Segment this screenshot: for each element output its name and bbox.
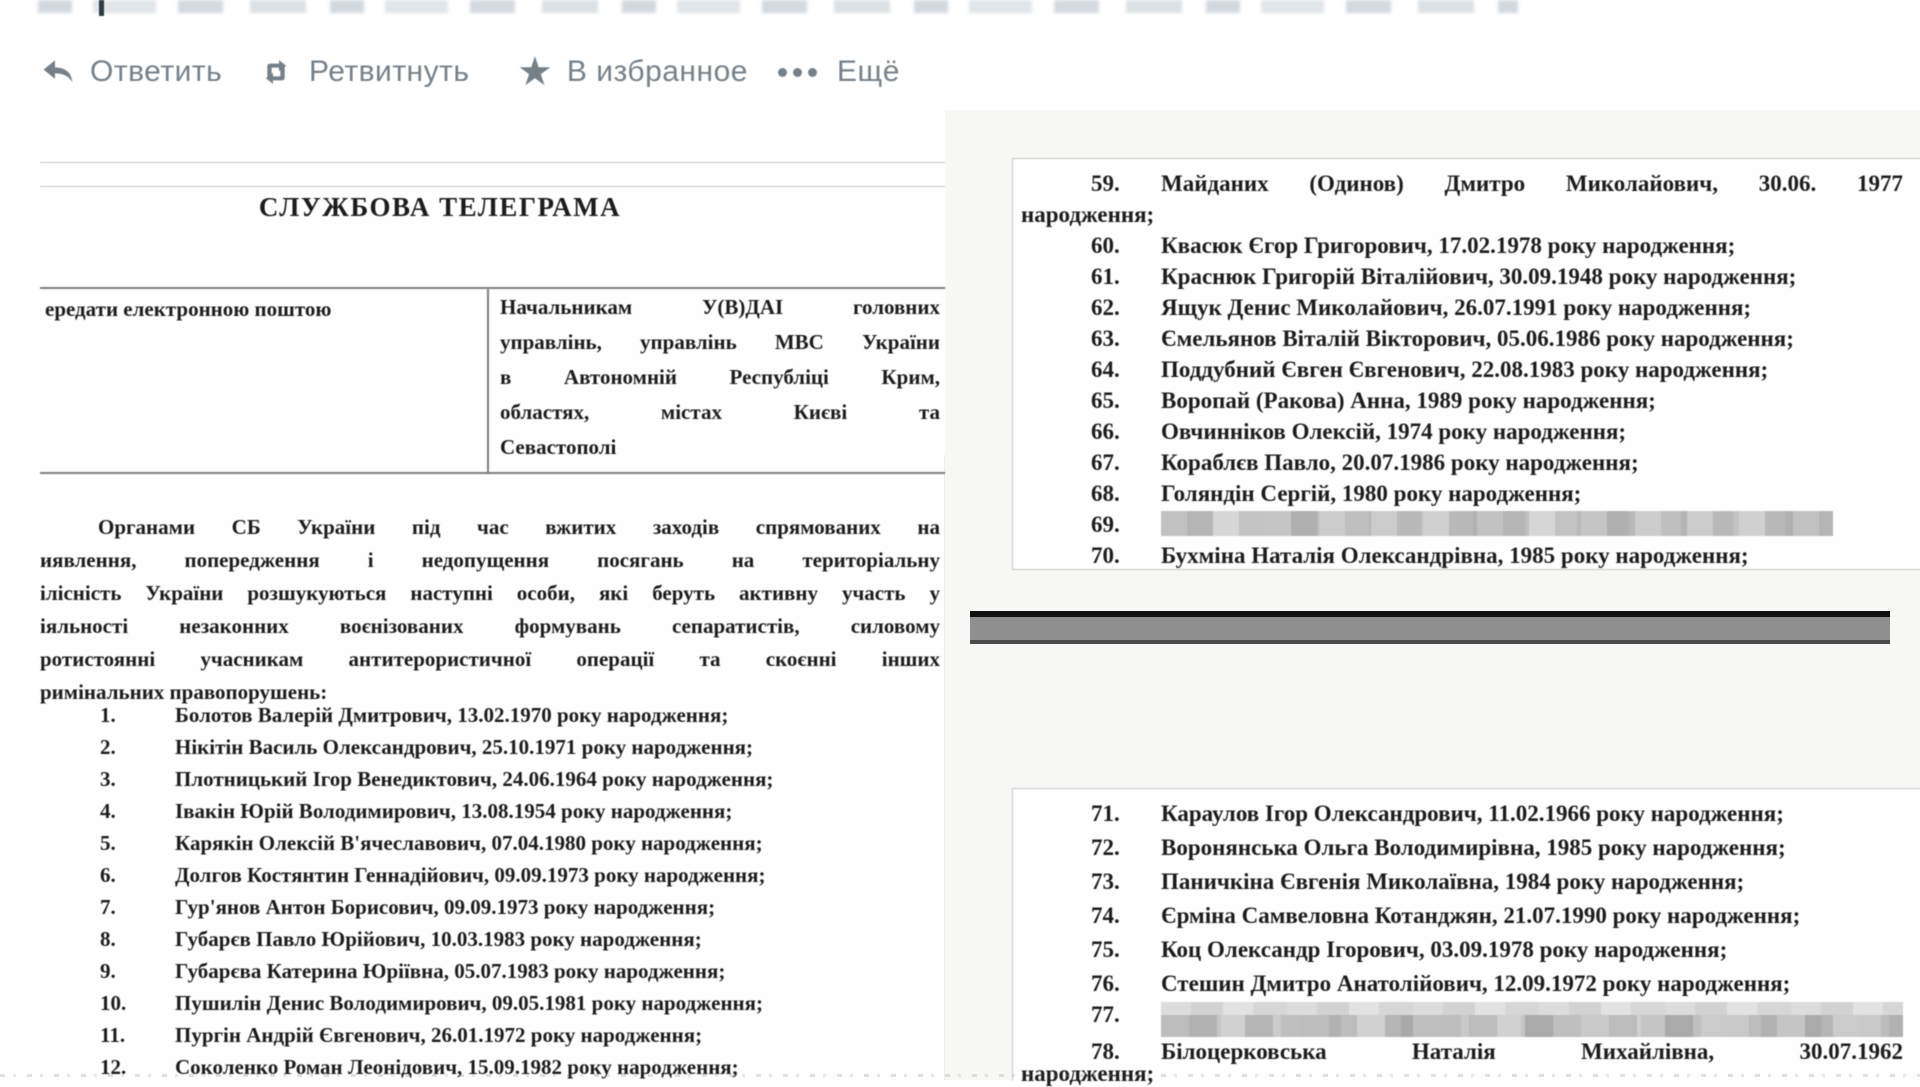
list-item: [1091, 419, 1903, 445]
list-number: 63.: [1091, 326, 1120, 351]
list-item: [1091, 481, 1903, 507]
list-text-wrap: народження;: [1021, 1061, 1155, 1086]
list-item: [100, 1023, 945, 1048]
list-item: [1091, 295, 1903, 321]
list-text: Губарєв Павло Юрійович, 10.03.1983 року народження;: [175, 927, 702, 951]
delivery-method-cell: ередати електронною поштою: [45, 297, 332, 321]
more-icon: [778, 68, 823, 77]
list-text: Голяндін Сергій, 1980 року народження;: [1161, 481, 1582, 506]
list-text: Соколенко Роман Леонідович, 15.09.1982 року народження;: [175, 1055, 739, 1079]
list-text: Овчинніков Олексій, 1974 року народження;: [1161, 419, 1627, 444]
list-number: 6.: [100, 863, 116, 887]
list-item: [1091, 233, 1903, 259]
list-number: 65.: [1091, 388, 1120, 413]
list-number: 1.: [100, 703, 116, 727]
list-number: 5.: [100, 831, 116, 855]
list-item-redacted: [1091, 512, 1903, 538]
more-button[interactable]: [778, 42, 900, 102]
list-item: [1091, 971, 1903, 997]
scanned-page-1: [40, 120, 945, 1080]
reply-icon: [40, 54, 76, 90]
list-item: [1091, 388, 1903, 414]
list-text: Єрміна Самвеловна Котанджян, 21.07.1990 року народження;: [1161, 903, 1801, 928]
list-text: Болотов Валерій Дмитрович, 13.02.1970 року народження;: [175, 703, 729, 727]
list-item: [100, 831, 945, 856]
list-number: 2.: [100, 735, 116, 759]
list-number: 62.: [1091, 295, 1120, 320]
scan-divider-bar: [970, 611, 1890, 646]
list-item-redacted: [1091, 1002, 1903, 1037]
list-text: Кораблєв Павло, 20.07.1986 року народження;: [1161, 450, 1639, 475]
list-text: Пушилін Денис Володимирович, 09.05.1981 року народження;: [175, 991, 763, 1015]
favorite-button[interactable]: [517, 42, 748, 102]
redaction-bar: [1161, 1002, 1903, 1037]
list-text: Карякін Олексій В'ячеславович, 07.04.1980 року народження;: [175, 831, 763, 855]
cropped-text-artifact: [99, 0, 104, 16]
list-number: 78.: [1091, 1039, 1120, 1064]
list-number: 59.: [1091, 171, 1120, 196]
list-number: 69.: [1091, 512, 1120, 537]
list-item: [1091, 937, 1903, 963]
scanned-list-71-78: [1012, 788, 1920, 1086]
list-text: Паничкіна Євгенія Миколаївна, 1984 року народження;: [1161, 869, 1745, 894]
list-text: Білоцерковська Наталія Михайлівна, 30.07.1962: [1161, 1039, 1903, 1064]
retweet-button[interactable]: [257, 42, 470, 102]
list-item: [1091, 801, 1903, 827]
list-item: [100, 767, 945, 792]
paragraph-line: іяльності незаконних воєнізованих формувань сепаратистів, силовому: [40, 614, 940, 638]
list-text: Долгов Костянтин Геннадійович, 09.09.1973 року народження;: [175, 863, 766, 887]
list-number: 67.: [1091, 450, 1120, 475]
list-item: [1091, 450, 1903, 476]
list-text: Стешин Дмитро Анатолійович, 12.09.1972 року народження;: [1161, 971, 1791, 996]
list-text: Караулов Ігор Олександрович, 11.02.1966 року народження;: [1161, 801, 1784, 826]
list-number: 66.: [1091, 419, 1120, 444]
list-number: 70.: [1091, 543, 1120, 568]
list-text: Воронянська Ольга Володимирівна, 1985 року народження;: [1161, 835, 1786, 860]
list-text: Пургін Андрій Євгенович, 26.01.1972 року народження;: [175, 1023, 703, 1047]
paragraph-line: ілісність України розшукуються наступні особи, які беруть активну участь у: [40, 581, 940, 605]
recipient-line: управлінь, управлінь МВС України: [500, 330, 940, 354]
list-number: 64.: [1091, 357, 1120, 382]
list-item: [1091, 264, 1903, 290]
reply-button[interactable]: [40, 42, 222, 102]
scan-edge-noise: [0, 1074, 1920, 1077]
recipient-line: в Автономній Республіці Крим,: [500, 365, 940, 389]
tweet-action-bar: [0, 42, 1920, 102]
list-text-wrap: народження;: [1021, 202, 1155, 227]
list-item: [1091, 326, 1903, 352]
paragraph-line: ротистоянні учасникам антитерористичної операції та скоєнні інших: [40, 647, 940, 671]
list-item: [1091, 543, 1903, 569]
table-divider: [487, 289, 489, 472]
list-number: 73.: [1091, 869, 1120, 894]
list-number: 77.: [1091, 1002, 1120, 1027]
list-number: 72.: [1091, 835, 1120, 860]
redaction-bar: [1161, 511, 1833, 536]
list-text: Ємельянов Віталій Вікторович, 05.06.1986 року народження;: [1161, 326, 1794, 351]
list-number: 12.: [100, 1055, 127, 1079]
paragraph-line: римінальних правопорушень:: [40, 680, 328, 704]
list-number: 9.: [100, 959, 116, 983]
scan-line: [40, 162, 945, 163]
telegram-header-table: [40, 287, 945, 474]
retweet-label: Ретвитнуть: [309, 55, 470, 88]
list-item: [100, 959, 945, 984]
reply-label: Ответить: [90, 55, 223, 88]
list-number: 7.: [100, 895, 116, 919]
favorite-icon: ★: [517, 49, 553, 95]
list-text: Квасюк Єгор Григорович, 17.02.1978 року народження;: [1161, 233, 1736, 258]
list-item: [1091, 171, 1903, 197]
list-item: [100, 735, 945, 760]
list-number: 71.: [1091, 801, 1120, 826]
list-text: Ящук Денис Миколайович, 26.07.1991 року народження;: [1161, 295, 1752, 320]
list-item: [1091, 835, 1903, 861]
list-number: 76.: [1091, 971, 1120, 996]
recipient-line: Начальникам У(В)ДАІ головних: [500, 295, 940, 319]
list-text: Плотницький Ігор Венедиктович, 24.06.1964 року народження;: [175, 767, 774, 791]
paragraph-line: иявлення, попередження і недопущення посягань на територіальну: [40, 548, 940, 572]
list-item: [100, 703, 945, 728]
list-item: [100, 799, 945, 824]
list-number: 3.: [100, 767, 116, 791]
intro-paragraph: [40, 515, 945, 715]
list-item: [100, 991, 945, 1016]
list-text: Івакін Юрій Володимирович, 13.08.1954 року народження;: [175, 799, 733, 823]
list-text: Воропай (Ракова) Анна, 1989 року народження;: [1161, 388, 1656, 413]
scan-line: [40, 186, 945, 187]
recipient-line: областях, містах Києві та: [500, 400, 940, 424]
list-number: 4.: [100, 799, 116, 823]
list-item: [100, 927, 945, 952]
favorite-label: В избранное: [566, 55, 748, 88]
list-item: [1091, 903, 1903, 929]
list-item: [1091, 869, 1903, 895]
retweet-icon: [257, 54, 295, 90]
list-text: Бухміна Наталія Олександрівна, 1985 року народження;: [1161, 543, 1749, 568]
list-item: [1091, 357, 1903, 383]
list-item: [100, 895, 945, 920]
list-text: Коц Олександр Ігорович, 03.09.1978 року народження;: [1161, 937, 1728, 962]
paragraph-line: Органами СБ України під час вжитих заходів спрямованих на: [98, 515, 940, 539]
list-number: 8.: [100, 927, 116, 951]
recipient-line: Севастополі: [500, 435, 617, 459]
list-number: 60.: [1091, 233, 1120, 258]
list-number: 11.: [100, 1023, 126, 1047]
cropped-text-artifact: [38, 0, 1518, 13]
list-text: Губарєва Катерина Юріївна, 05.07.1983 року народження;: [175, 959, 726, 983]
list-number: 61.: [1091, 264, 1120, 289]
list-item: [100, 863, 945, 888]
scanned-list-59-70: [1012, 158, 1920, 570]
list-text: Нікітін Василь Олександрович, 25.10.1971 року народження;: [175, 735, 754, 759]
list-number: 75.: [1091, 937, 1120, 962]
list-text: Поддубний Євген Євгенович, 22.08.1983 року народження;: [1161, 357, 1769, 382]
list-number: 74.: [1091, 903, 1120, 928]
list-text: Краснюк Григорій Віталійович, 30.09.1948 року народження;: [1161, 264, 1797, 289]
list-number: 68.: [1091, 481, 1120, 506]
list-number: 10.: [100, 991, 127, 1015]
list-text: Майданих (Одинов) Дмитро Миколайович, 30.06. 1977: [1161, 171, 1903, 196]
list-item: [1091, 1039, 1903, 1065]
more-label: Ещё: [837, 55, 900, 88]
list-text: Гур'янов Антон Борисович, 09.09.1973 року народження;: [175, 895, 716, 919]
document-title: СЛУЖБОВА ТЕЛЕГРАМА: [258, 192, 622, 222]
